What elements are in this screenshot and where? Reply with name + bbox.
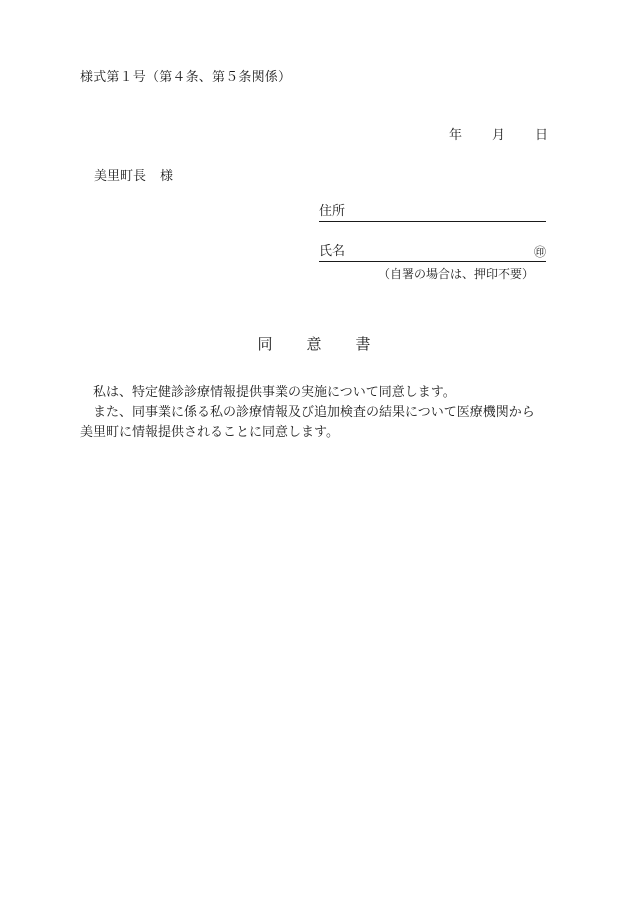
date-line <box>449 124 548 143</box>
body-line-2: また、同事業に係る私の診療情報及び追加検査の結果について医療機関から <box>93 405 535 420</box>
title-char-1: 同 <box>257 335 275 353</box>
document-title <box>0 333 630 354</box>
addressee-name: 美里町長 <box>94 169 147 184</box>
name-label: 氏名 <box>319 244 346 259</box>
address-label: 住所 <box>319 204 346 219</box>
date-year: 年 <box>448 128 462 143</box>
addressee-honorific: 様 <box>160 169 174 184</box>
title-char-2: 意 <box>306 335 324 353</box>
seal-mark-icon: ㊞ <box>533 245 546 259</box>
name-field[interactable] <box>319 243 546 262</box>
title-char-3: 書 <box>355 335 373 353</box>
body-line-1: 私は、特定健診診療情報提供事業の実施について同意します。 <box>93 385 456 400</box>
consent-body <box>80 383 552 443</box>
address-field[interactable] <box>319 203 546 222</box>
form-number: 様式第１号（第４条、第５条関係） <box>80 70 292 85</box>
date-month: 月 <box>491 128 505 143</box>
date-day: 日 <box>534 128 548 143</box>
body-line-3: 美里町に情報提供されることに同意します。 <box>80 425 339 440</box>
seal-note: （自署の場合は、押印不要） <box>378 267 535 281</box>
addressee <box>94 165 173 184</box>
